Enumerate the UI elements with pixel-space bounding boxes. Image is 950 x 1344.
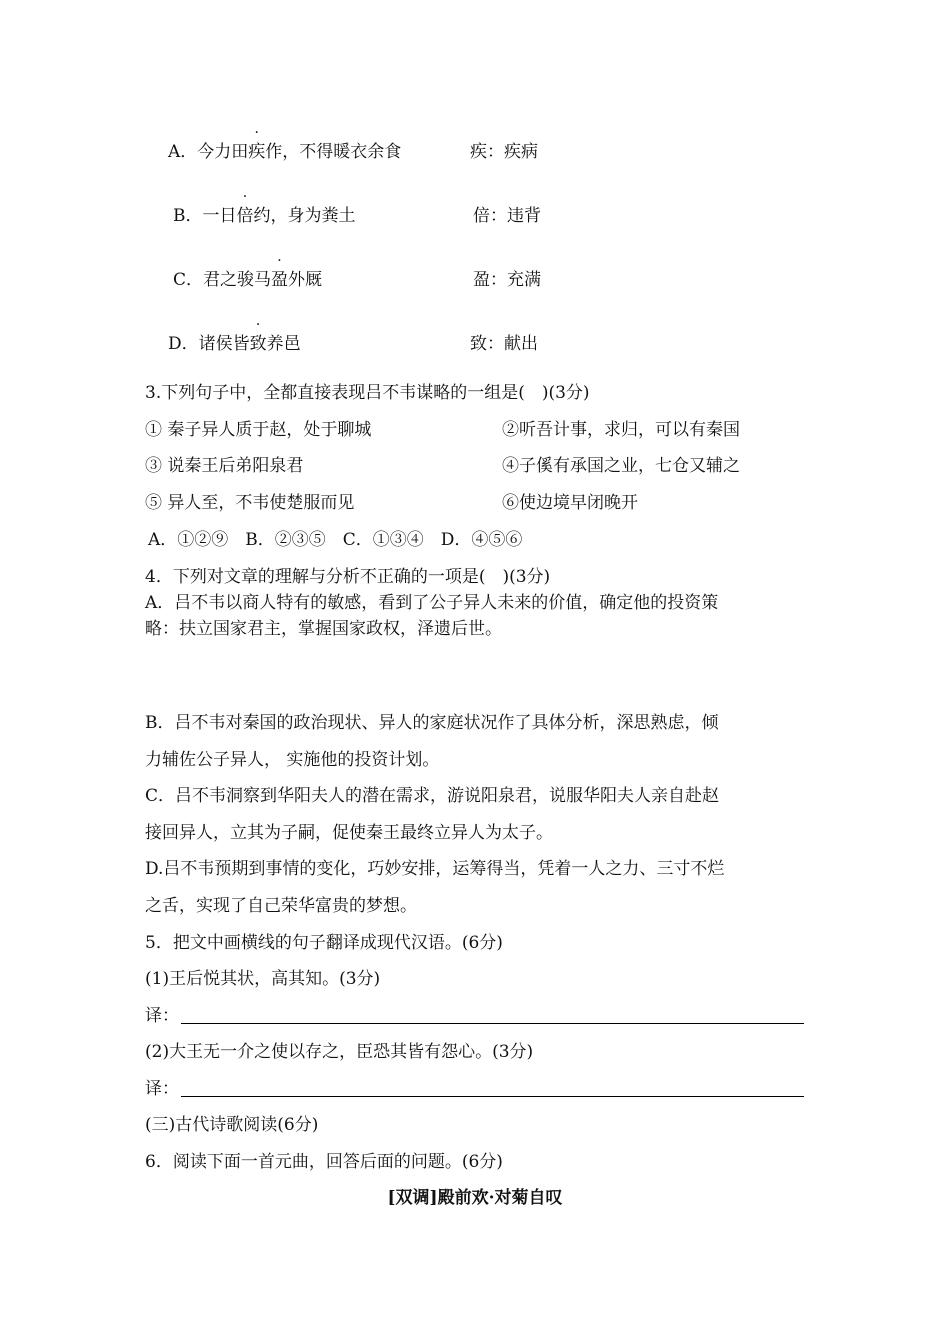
q3-item-5: ⑤ 异人至，不韦使楚服而见 <box>145 493 355 513</box>
q5-sentence-1: (1)王后悦其状，高其知。(3分) <box>145 969 381 989</box>
q3-item-1: ① 秦子异人质于赵，处于聊城 <box>145 420 372 440</box>
option-a-text-1: A．今力田 <box>168 142 249 162</box>
q3-item-6: ⑥使边境早闭晚开 <box>502 493 638 513</box>
option-c-gloss: 盈：充满 <box>473 270 541 290</box>
option-b-key-char: 倍 <box>236 206 254 226</box>
option-d-key-char: 致 <box>249 334 267 354</box>
q5-sentence-2: (2)大王无一介之使以存之，臣恐其皆有怨心。(3分) <box>145 1042 534 1062</box>
q4-line-4: 力辅佐公子异人， 实施他的投资计划。 <box>145 750 440 770</box>
q4-stem: 4．下列对文章的理解与分析不正确的一项是( )(3分) <box>145 567 551 587</box>
q4-line-2: 略：扶立国家君主，掌握国家政权，泽遗后世。 <box>145 619 502 639</box>
option-a-key-char: 疾 <box>248 142 266 162</box>
q3-item-3: ③ 说秦王后弟阳泉君 <box>145 456 304 476</box>
q3-item-4: ④子傒有承国之业，七仓又辅之 <box>502 456 740 476</box>
option-a-text-2: 作，不得暖衣余食 <box>265 142 402 162</box>
q3-item-2: ②听吾计事，求归，可以有秦国 <box>502 420 740 440</box>
option-c-text-2: 外厩 <box>288 270 323 290</box>
option-b <box>173 204 356 228</box>
option-d-gloss: 致：献出 <box>470 334 538 354</box>
q4-line-7: D.吕不韦预期到事情的变化，巧妙安排，运筹得当，凭着一人之力、三寸不烂 <box>145 859 725 879</box>
option-a-gloss: 疾：疾病 <box>470 142 538 162</box>
q4-line-3: B．吕不韦对秦国的政治现状、异人的家庭状况作了具体分析，深思熟虑，倾 <box>145 713 719 733</box>
option-d-text-1: D．诸侯皆 <box>168 334 250 354</box>
answer-line-2[interactable] <box>181 1096 804 1097</box>
option-c <box>173 268 322 292</box>
q4-line-6: 接回异人，立其为子嗣，促使秦王最终立异人为太子。 <box>145 823 553 843</box>
option-b-text-1: B．一日 <box>173 206 237 226</box>
option-a <box>168 140 401 164</box>
q3-stem: 3.下列句子中，全都直接表现吕不韦谋略的一组是( )(3分) <box>145 383 590 403</box>
q5-stem: 5．把文中画横线的句子翻译成现代汉语。(6分) <box>145 933 503 953</box>
q4-line-1: A．吕不韦以商人特有的敏感，看到了公子异人未来的价值，确定他的投资策 <box>145 593 719 613</box>
answer-line-1[interactable] <box>181 1023 804 1024</box>
option-c-text-1: C．君之骏马 <box>173 270 272 290</box>
option-c-key-char: 盈 <box>271 270 289 290</box>
q3-choices: A．①②⑨ B．②③⑤ C．①③④ D．④⑤⑥ <box>148 530 523 550</box>
option-b-text-2: 约，身为粪土 <box>253 206 356 226</box>
q4-line-8: 之舌，实现了自己荣华富贵的梦想。 <box>145 896 417 916</box>
q6-stem: 6．阅读下面一首元曲，回答后面的问题。(6分) <box>145 1152 503 1172</box>
section-3-heading: (三)古代诗歌阅读(6分) <box>145 1115 319 1135</box>
option-d <box>168 332 301 356</box>
q5-answer-label-2: 译： <box>145 1079 179 1099</box>
poem-title: [双调]殿前欢·对菊自叹 <box>387 1188 563 1208</box>
q5-answer-label-1: 译： <box>145 1006 179 1026</box>
option-b-gloss: 倍：违背 <box>473 206 541 226</box>
q4-line-5: C．吕不韦洞察到华阳夫人的潜在需求，游说阳泉君，说服华阳夫人亲自赴赵 <box>145 786 720 806</box>
option-d-text-2: 养邑 <box>266 334 301 354</box>
